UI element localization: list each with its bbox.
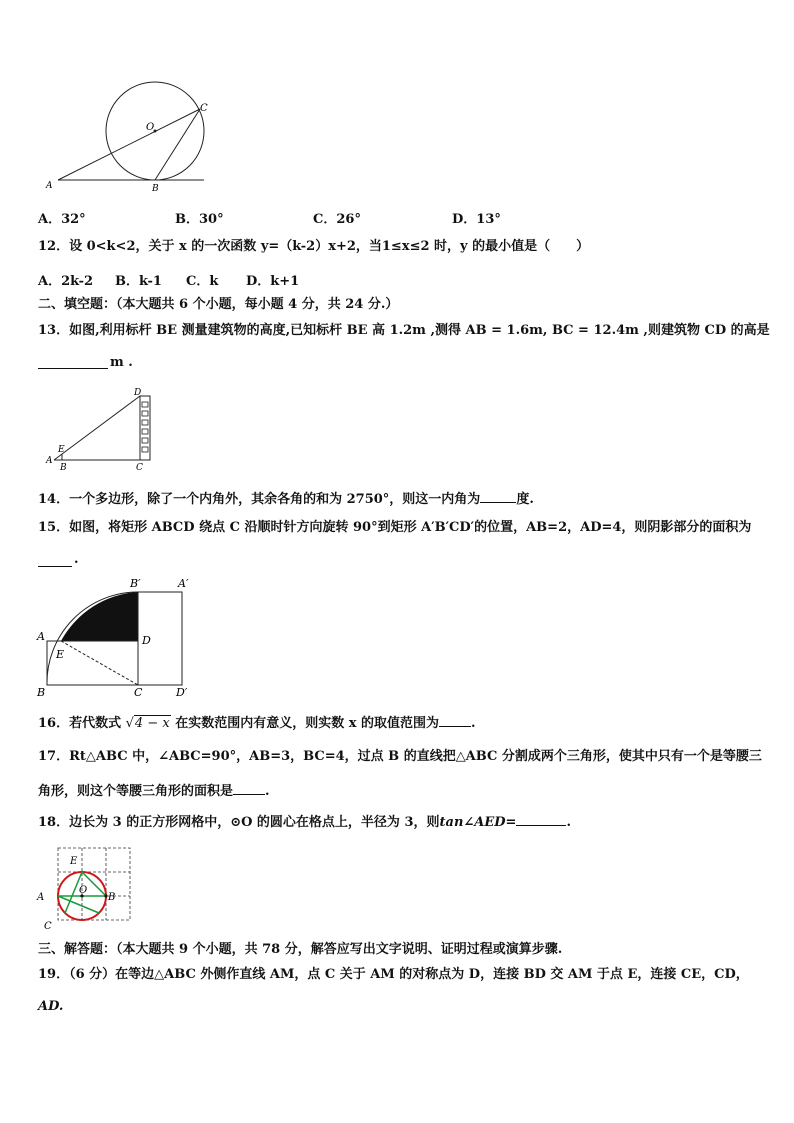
q16-answer-blank [439, 712, 471, 727]
q11-option-d: D．13° [452, 212, 501, 227]
section-2-heading: 二、填空题：（本大题共 6 个小题，每小题 4 分，共 24 分.） [38, 297, 399, 312]
q16-radicand: 4 − x [134, 716, 170, 731]
q15-shaded-region [61, 592, 138, 641]
q18-figure [34, 842, 134, 932]
q18-tail: . [566, 815, 571, 830]
q17-line1: 17．Rt△ABC 中，∠ABC=90°，AB=3，BC=4，过点 B 的直线把△ABC 分割成两个三角形，使其中只有一个是等腰三 [38, 749, 762, 764]
q11-label-a: A [46, 181, 53, 191]
q14-pre: 14．一个多边形，除了一个内角外，其余各角的和为 2750°，则这一内角为 [38, 492, 481, 507]
q19-line1: 19．（6 分）在等边△ABC 外侧作直线 AM，点 C 关于 AM 的对称点为 D，连接 BD 交 AM 于点 E，连接 CE，CD， [38, 967, 749, 982]
q12-option-b: B．k-1 [115, 274, 162, 289]
q18-label-c: C [44, 921, 52, 932]
q19-line2: AD. [38, 999, 64, 1014]
q13-label-d: D [134, 388, 142, 398]
q11-option-a: A．32° [38, 212, 86, 227]
q13-label-e: E [58, 445, 65, 455]
q16-tail: . [471, 716, 476, 731]
q18-label-b: B [108, 892, 116, 903]
q15-label-c: C [134, 686, 143, 699]
q11-label-b: B [152, 184, 159, 192]
q12-option-c: C．k [186, 274, 219, 289]
q15-label-b: B [37, 686, 46, 699]
q12-option-d: D．k+1 [246, 274, 300, 289]
q16-text [38, 712, 476, 733]
q15-stem: 15．如图，将矩形 ABCD 绕点 C 沿顺时针方向旋转 90°到矩形 A′B′CD′的位置，AB=2，AD=4，则阴影部分的面积为 [38, 520, 752, 535]
q18-text [38, 811, 571, 832]
q18-expr: tan∠AED= [439, 815, 517, 830]
q13-label-a: A [46, 456, 53, 466]
q15-label-a-prime: A′ [178, 577, 189, 590]
q15-label-e: E [56, 648, 65, 661]
q15-tail: . [74, 552, 79, 567]
q15-label-a: A [37, 630, 45, 643]
q13-label-b: B [60, 463, 67, 472]
q18-label-o: O [79, 885, 88, 896]
q12-option-a: A．2k-2 [38, 274, 94, 289]
q11-line-bc [155, 109, 200, 180]
q13-tail: m . [110, 355, 133, 370]
q12-stem: 12．设 0<k<2，关于 x 的一次函数 y=（k-2）x+2，当1≤x≤2 时，y 的最小值是（ ） [38, 239, 590, 254]
q13-sight-line [54, 396, 140, 460]
q13-answer-blank [38, 368, 108, 369]
q18-label-a: A [37, 892, 45, 903]
q15-label-b-prime: B′ [130, 577, 141, 590]
q18-pre: 18．边长为 3 的正方形网格中，⊙O 的圆心在格点上，半径为 3，则 [38, 815, 440, 830]
q18-label-e: E [70, 856, 78, 867]
q15-answer-blank [38, 566, 72, 567]
q17-line2-text: 角形，则这个等腰三角形的面积是 [38, 784, 234, 799]
q11-label-c: C [200, 103, 208, 114]
q11-label-o: O [146, 122, 155, 133]
q13-label-c: C [136, 463, 143, 472]
q13-building-windows [142, 402, 148, 452]
q13-building [140, 396, 150, 460]
q18-answer-blank [516, 811, 566, 826]
q15-label-d-prime: D′ [176, 686, 188, 699]
q17-line2 [38, 780, 270, 801]
q13-figure [40, 386, 160, 472]
q14-text [38, 488, 534, 509]
q15-label-d: D [142, 634, 151, 647]
q16-pre: 16．若代数式 [38, 716, 122, 731]
q11-figure [40, 80, 220, 192]
section-3-heading: 三、解答题：（本大题共 9 个小题，共 78 分，解答应写出文字说明、证明过程或演算步骤. [38, 942, 563, 957]
q16-sqrt [126, 715, 171, 733]
q15-dashed-line-ec [61, 641, 138, 685]
q13-stem: 13．如图,利用标杆 BE 测量建筑物的高度,已知标杆 BE 高 1.2m ,测得 AB = 1.6m, BC = 12.4m ,则建筑物 CD 的高是 [38, 323, 770, 338]
q11-option-b: B．30° [175, 212, 224, 227]
q11-option-c: C．26° [313, 212, 361, 227]
q14-answer-blank [480, 488, 516, 503]
sqrt-sign-icon: √ [125, 716, 134, 731]
q17-tail: . [265, 784, 270, 799]
q11-line-ac [58, 109, 200, 180]
q17-answer-blank [233, 780, 265, 795]
q14-post: 度. [516, 492, 534, 507]
q16-post: 在实数范围内有意义，则实数 x 的取值范围为 [175, 716, 440, 731]
q15-figure [34, 574, 204, 700]
